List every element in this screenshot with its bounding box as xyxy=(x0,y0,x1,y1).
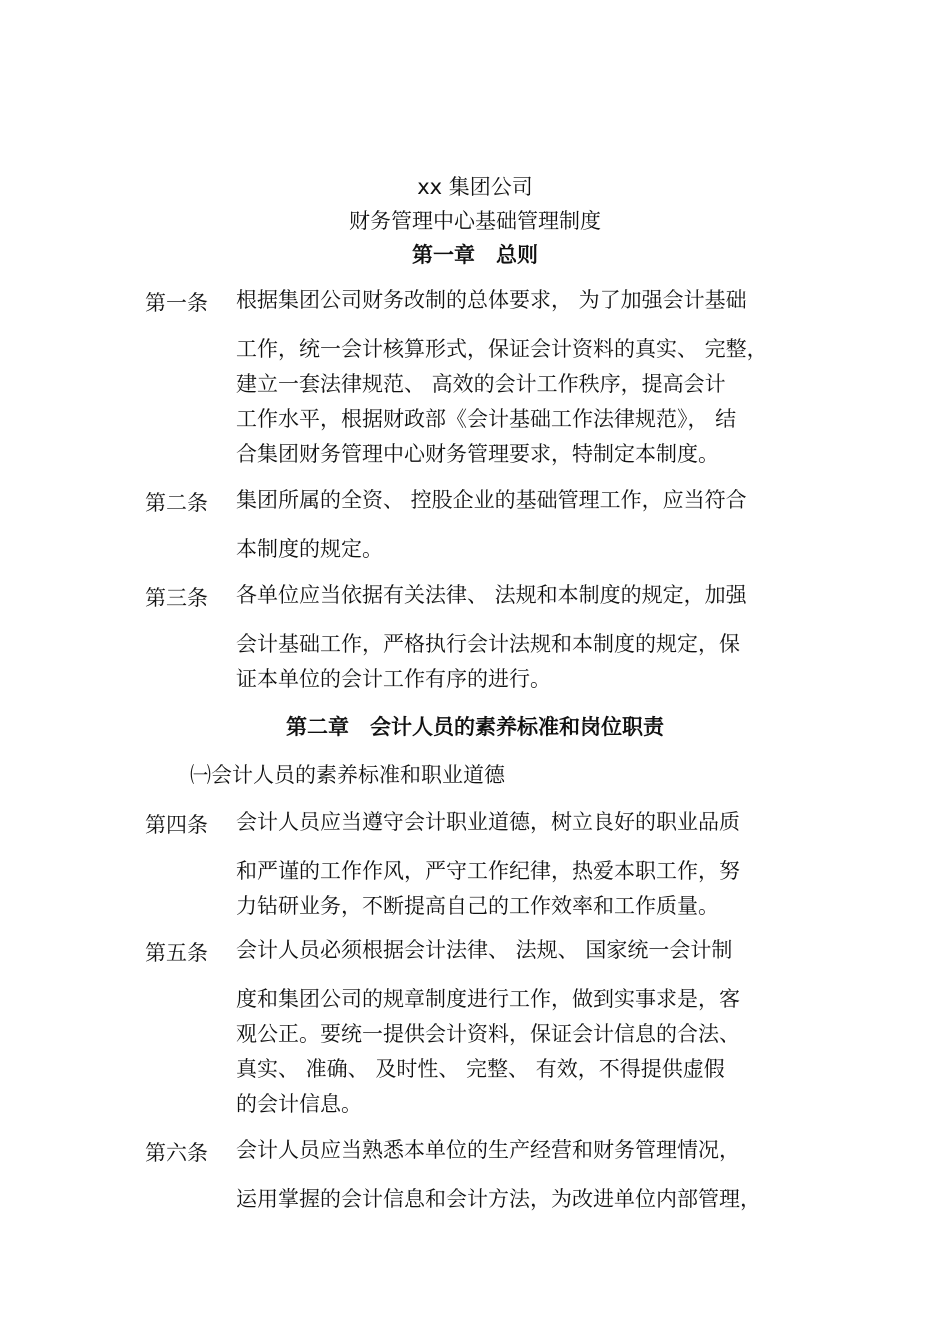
subsection-heading: ㈠会计人员的素养标准和职业道德 xyxy=(190,763,505,787)
article-line: 本制度的规定。 xyxy=(236,537,383,561)
article-line: 工作，统一会计核算形式，保证会计资料的真实、 完整， xyxy=(236,337,768,361)
article-line: 各单位应当依据有关法律、 法规和本制度的规定，加强 xyxy=(236,583,747,607)
article-line: 真实、 准确、 及时性、 完整、 有效，不得提供虚假 xyxy=(236,1057,725,1081)
article-line: 的会计信息。 xyxy=(236,1092,362,1116)
article-line: 运用掌握的会计信息和会计方法，为改进单位内部管理， xyxy=(236,1187,761,1211)
article-label: 第四条 xyxy=(145,813,208,837)
article-line: 工作水平，根据财政部《会计基础工作法律规范》， 结 xyxy=(236,407,737,431)
article-line: 会计人员必须根据会计法律、 法规、 国家统一会计制 xyxy=(236,938,733,962)
article-body xyxy=(236,808,816,924)
document-title: 财务管理中心基础管理制度 xyxy=(349,209,601,233)
article-line: 集团所属的全资、 控股企业的基础管理工作，应当符合 xyxy=(236,488,747,512)
article-line: 证本单位的会计工作有序的进行。 xyxy=(236,667,551,691)
article-line: 会计人员应当熟悉本单位的生产经营和财务管理情况， xyxy=(236,1138,740,1162)
article-body xyxy=(236,1136,816,1217)
chapter-heading-1: 第一章 总则 xyxy=(412,243,538,267)
article-line: 和严谨的工作作风，严守工作纪律，热爱本职工作，努 xyxy=(236,859,740,883)
article-line: 力钻研业务，不断提高自己的工作效率和工作质量。 xyxy=(236,894,719,918)
article-line: 根据集团公司财务改制的总体要求， 为了加强会计基础 xyxy=(236,288,747,312)
company-name: xx 集团公司 xyxy=(417,175,533,199)
article-label: 第一条 xyxy=(145,291,208,315)
article-label: 第二条 xyxy=(145,491,208,515)
article-line: 会计基础工作，严格执行会计法规和本制度的规定，保 xyxy=(236,632,740,656)
article-label: 第三条 xyxy=(145,586,208,610)
article-body xyxy=(236,936,816,1122)
article-line: 合集团财务管理中心财务管理要求，特制定本制度。 xyxy=(236,442,719,466)
article-line: 度和集团公司的规章制度进行工作，做到实事求是，客 xyxy=(236,987,740,1011)
article-label: 第六条 xyxy=(145,1141,208,1165)
article-line: 观公正。要统一提供会计资料，保证会计信息的合法、 xyxy=(236,1022,740,1046)
chapter-heading-2: 第二章 会计人员的素养标准和岗位职责 xyxy=(286,715,664,739)
article-label: 第五条 xyxy=(145,941,208,965)
article-line: 建立一套法律规范、 高效的会计工作秩序，提高会计 xyxy=(236,372,726,396)
article-line: 会计人员应当遵守会计职业道德，树立良好的职业品质 xyxy=(236,810,740,834)
article-body xyxy=(236,286,816,472)
article-body xyxy=(236,486,816,567)
article-body xyxy=(236,581,816,697)
